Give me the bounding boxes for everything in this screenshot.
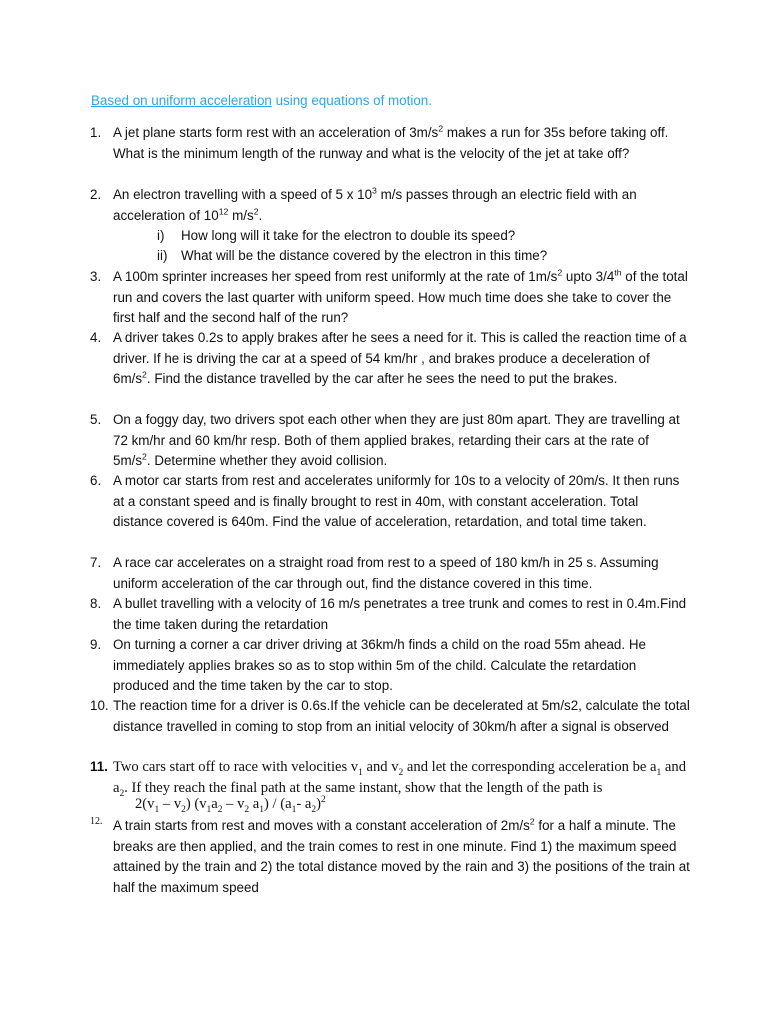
question-number: 9. (90, 637, 102, 652)
question-number: 6. (90, 473, 102, 488)
question-text: A 100m sprinter increases her speed from rest uniformly at the rate of $1m/s^2$ upto 3/4th of the total run and covers the last quarter with uniform speed. How much time does she take to cover the first half and the second half of the run? (113, 267, 688, 326)
question-text: A train starts from rest and moves with a constant acceleration of $2m/s^2$ for a half a minute. The breaks are then applied, and the train comes to rest in one minute. Find 1) the maximum speed attained by the train and 2) the total distance moved by the rain and 3) the positions of the train at half the maximum speed (113, 816, 690, 895)
question-text: A motor car starts from rest and accelerates uniformly for 10s to a velocity of 20m/s. It then runs at a constant speed and is finally brought to rest in 40m, with constant acceleration. Total distance covered is 640m. Find the value of acceleration, retardation, and total time taken. (113, 473, 680, 530)
question-number: 7. (90, 555, 102, 570)
path-length-formula: $2(v_1 - v_2)$ ($v_1a_2 - v_2$ $a_1) / (a_1-$ $a_2)^2$ (135, 795, 326, 815)
question-12 (90, 816, 690, 898)
question-8 (90, 594, 690, 635)
question-2-subpart-ii: ii) What will be the distance covered by the electron in this time? (157, 248, 548, 263)
question-11 (90, 757, 690, 798)
question-2-subpart-i: i) How long will it take for the electron to double its speed? (157, 228, 516, 243)
question-text: A bullet travelling with a velocity of 16 m/s penetrates a tree trunk and comes to rest in 0.4m.Find the time taken during the retardation (113, 596, 687, 632)
question-10 (90, 696, 690, 737)
question-number: 2. (90, 187, 102, 202)
question-text: The reaction time for a driver is 0.6s.If the vehicle can be decelerated at 5m/s2, calculate the total distance travelled in coming to stop from an initial velocity of 30km/h after a signal is observed (113, 698, 690, 734)
question-number: 1. (90, 125, 102, 140)
question-text: On a foggy day, two drivers spot each other when they are just 80m apart. They are travelling at 72 km/hr and 60 km/hr resp. Both of them applied brakes, retarding their cars at the rate of $5m/s^2$. Determine whether they avoid collision. (113, 412, 680, 469)
question-4 (90, 328, 690, 390)
question-number: 8. (90, 596, 102, 611)
question-9 (90, 635, 690, 697)
question-number: 5. (90, 412, 102, 427)
question-text: A driver takes 0.2s to apply brakes after he sees a need for it. This is called the reaction time of a driver. If he is driving the car at a speed of 54 km/hr , and brakes produce a deceleration of $6m/s^2$. Find the distance travelled by the car after he sees the need to put the brakes. (113, 330, 687, 387)
question-2 (90, 185, 690, 226)
question-text: A race car accelerates on a straight road from rest to a speed of 180 km/h in 25 s. Assuming uniform acceleration of the car through out, find the distance covered in this time. (113, 555, 659, 591)
question-7 (90, 553, 690, 594)
question-text: On turning a corner a car driver driving at 36km/h finds a child on the road 55m ahead. He immediately applies brakes so as to stop within 5m of the child. Calculate the retardation produced and the time taken by the car to stop. (113, 637, 646, 694)
question-number-12: 12. (90, 816, 103, 827)
heading-rest: using equations of motion. (271, 93, 432, 108)
question-text: A jet plane starts form rest with an acceleration of $3m/s^2$ makes a run for 35s before taking off. What is the minimum length of the runway and what is the velocity of the jet at take off? (113, 123, 669, 161)
question-number: 3. (90, 269, 102, 284)
question-number: 11. (90, 759, 108, 774)
question-number: 10. (90, 698, 109, 713)
heading-underlined: Based on uniform acceleration (91, 93, 272, 108)
question-1 (90, 123, 690, 164)
page-heading (91, 93, 432, 108)
question-number: 4. (90, 330, 102, 345)
question-5 (90, 410, 690, 472)
question-6 (90, 471, 690, 533)
question-text: Two cars start off to race with velocities $v_1$ and $v_2$ and let the corresponding acceleration be $a_1$ and $a_2$. If they reach the final path at the same instant, show that the length of the path is (113, 759, 687, 799)
question-3 (90, 267, 690, 329)
question-text: An electron travelling with a speed of 5 x $10^3$ m/s passes through an electric field with an acceleration of $10^{12}$ $m/s^2$. (113, 185, 637, 223)
